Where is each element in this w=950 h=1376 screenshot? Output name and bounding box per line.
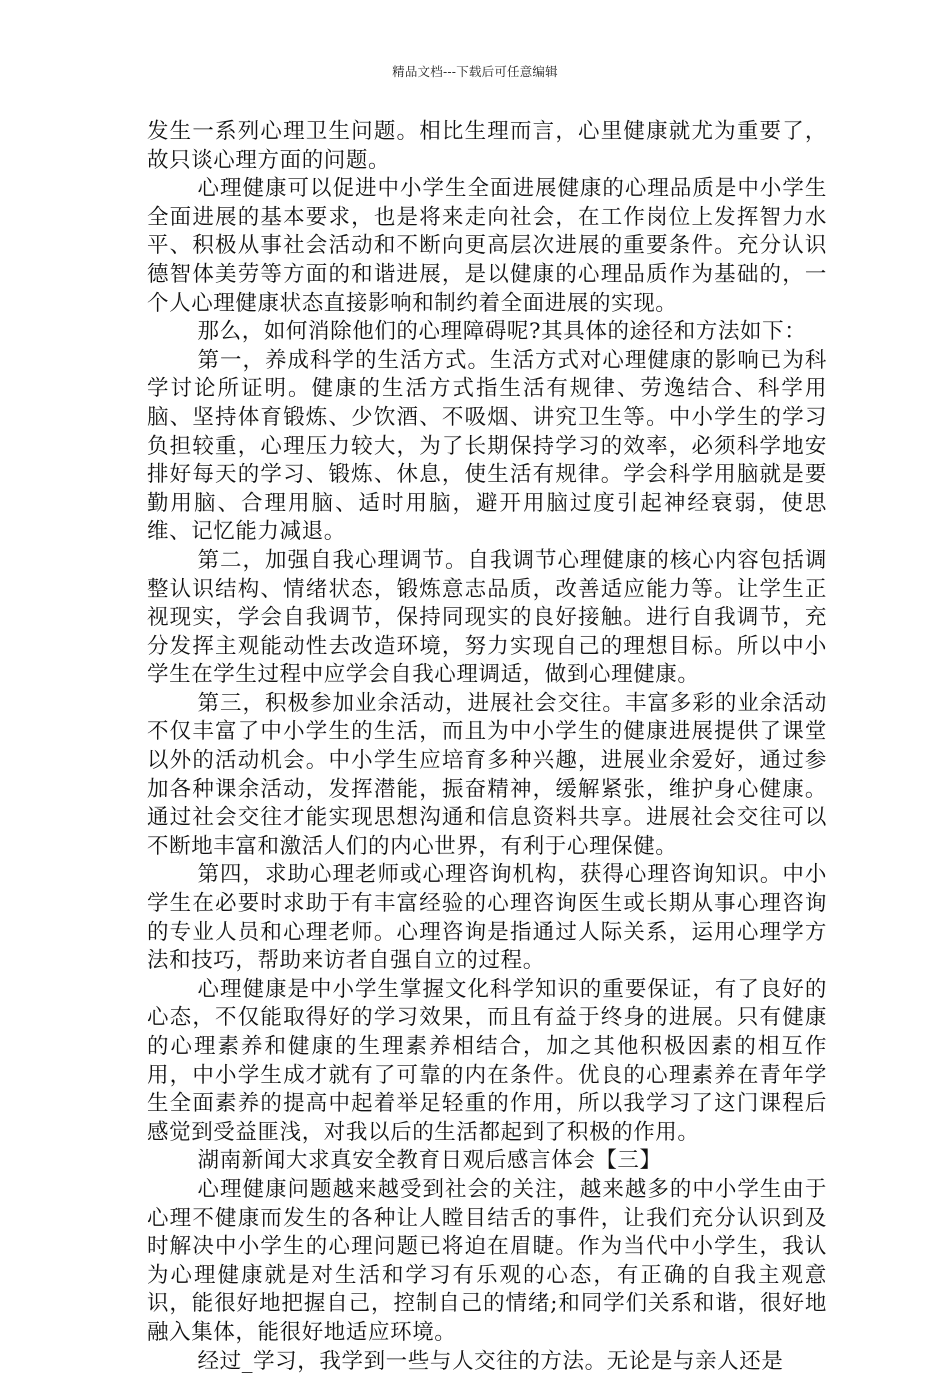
paragraph: 心理健康是中小学生掌握文化科学知识的重要保证，有了良好的心态，不仅能取得好的学习效果，而且有益于终身的进展。只有健康的心理素养和健康的生理素养相结合，加之其他积极因素的相互作用，中小学生成才就有了可靠的内在条件。优良的心理素养在青年学生全面素养的提高中起着举足轻重的作用，所以我学习了这门课程后感觉到受益匪浅，对我以后的生活都起到了积极的作用。 (147, 976, 827, 1145)
paragraph: 第三，积极参加业余活动，进展社会交往。丰富多彩的业余活动不仅丰富了中小学生的生活，而且为中小学生的健康进展提供了课堂以外的活动机会。中小学生应培育多种兴趣，进展业余爱好，通过参加各种课余活动，发挥潜能，振奋精神，缓解紧张，维护身心健康。通过社会交往才能实现思想沟通和信息资料共享。进展社会交往可以不断地丰富和激活人们的内心世界，有利于心理保健。 (147, 690, 827, 859)
paragraph: 发生一系列心理卫生问题。相比生理而言，心里健康就尤为重要了，故只谈心理方面的问题。 (147, 119, 827, 173)
document-body (147, 118, 827, 1376)
paragraph: 第二，加强自我心理调节。自我调节心理健康的核心内容包括调整认识结构、情绪状态，锻炼意志品质，改善适应能力等。让学生正视现实，学会自我调节，保持同现实的良好接触。进行自我调节，充分发挥主观能动性去改造环境，努力实现自己的理想目标。所以中小学生在学生过程中应学会自我心理调适，做到心理健康。 (147, 547, 827, 688)
section-heading: 湖南新闻大求真安全教育日观后感言体会【三】 (197, 1148, 662, 1174)
paragraph: 第一，养成科学的生活方式。生活方式对心理健康的影响已为科学讨论所证明。健康的生活方式指生活有规律、劳逸结合、科学用脑、坚持体育锻炼、少饮酒、不吸烟、讲究卫生等。中小学生的学习负担较重，心理压力较大，为了长期保持学习的效率，必须科学地安排好每天的学习、锻炼、休息，使生活有规律。学会科学用脑就是要勤用脑、合理用脑、适时用脑，避开用脑过度引起神经衰弱，使思维、记忆能力减退。 (147, 347, 827, 545)
page-header: 精品文档---下载后可任意编辑 (392, 64, 558, 79)
paragraph: 经过_学习，我学到一些与人交往的方法。无论是与亲人还是 (197, 1348, 784, 1374)
paragraph: 心理健康可以促进中小学生全面进展健康的心理品质是中小学生全面进展的基本要求，也是将来走向社会，在工作岗位上发挥智力水平、积极从事社会活动和不断向更高层次进展的重要条件。充分认识德智体美劳等方面的和谐进展，是以健康的心理品质作为基础的，一个人心理健康状态直接影响和制约着全面进展的实现。 (147, 176, 827, 316)
paragraph: 第四，求助心理老师或心理咨询机构，获得心理咨询知识。中小学生在必要时求助于有丰富经验的心理咨询医生或长期从事心理咨询的专业人员和心理老师。心理咨询是指通过人际关系，运用心理学方法和技巧，帮助来访者自强自立的过程。 (147, 862, 827, 974)
paragraph: 心理健康问题越来越受到社会的关注，越来越多的中小学生由于心理不健康而发生的各种让人瞠目结舌的事件，让我们充分认识到及时解决中小学生的心理问题已将迫在眉睫。作为当代中小学生，我认为心理健康就是对生活和学习有乐观的心态，有正确的自我主观意识，能很好地把握自己，控制自己的情绪;和同学们关系和谐，很好地融入集体，能很好地适应环境。 (147, 1176, 827, 1345)
paragraph: 那么，如何消除他们的心理障碍呢?其具体的途径和方法如下： (197, 319, 807, 345)
